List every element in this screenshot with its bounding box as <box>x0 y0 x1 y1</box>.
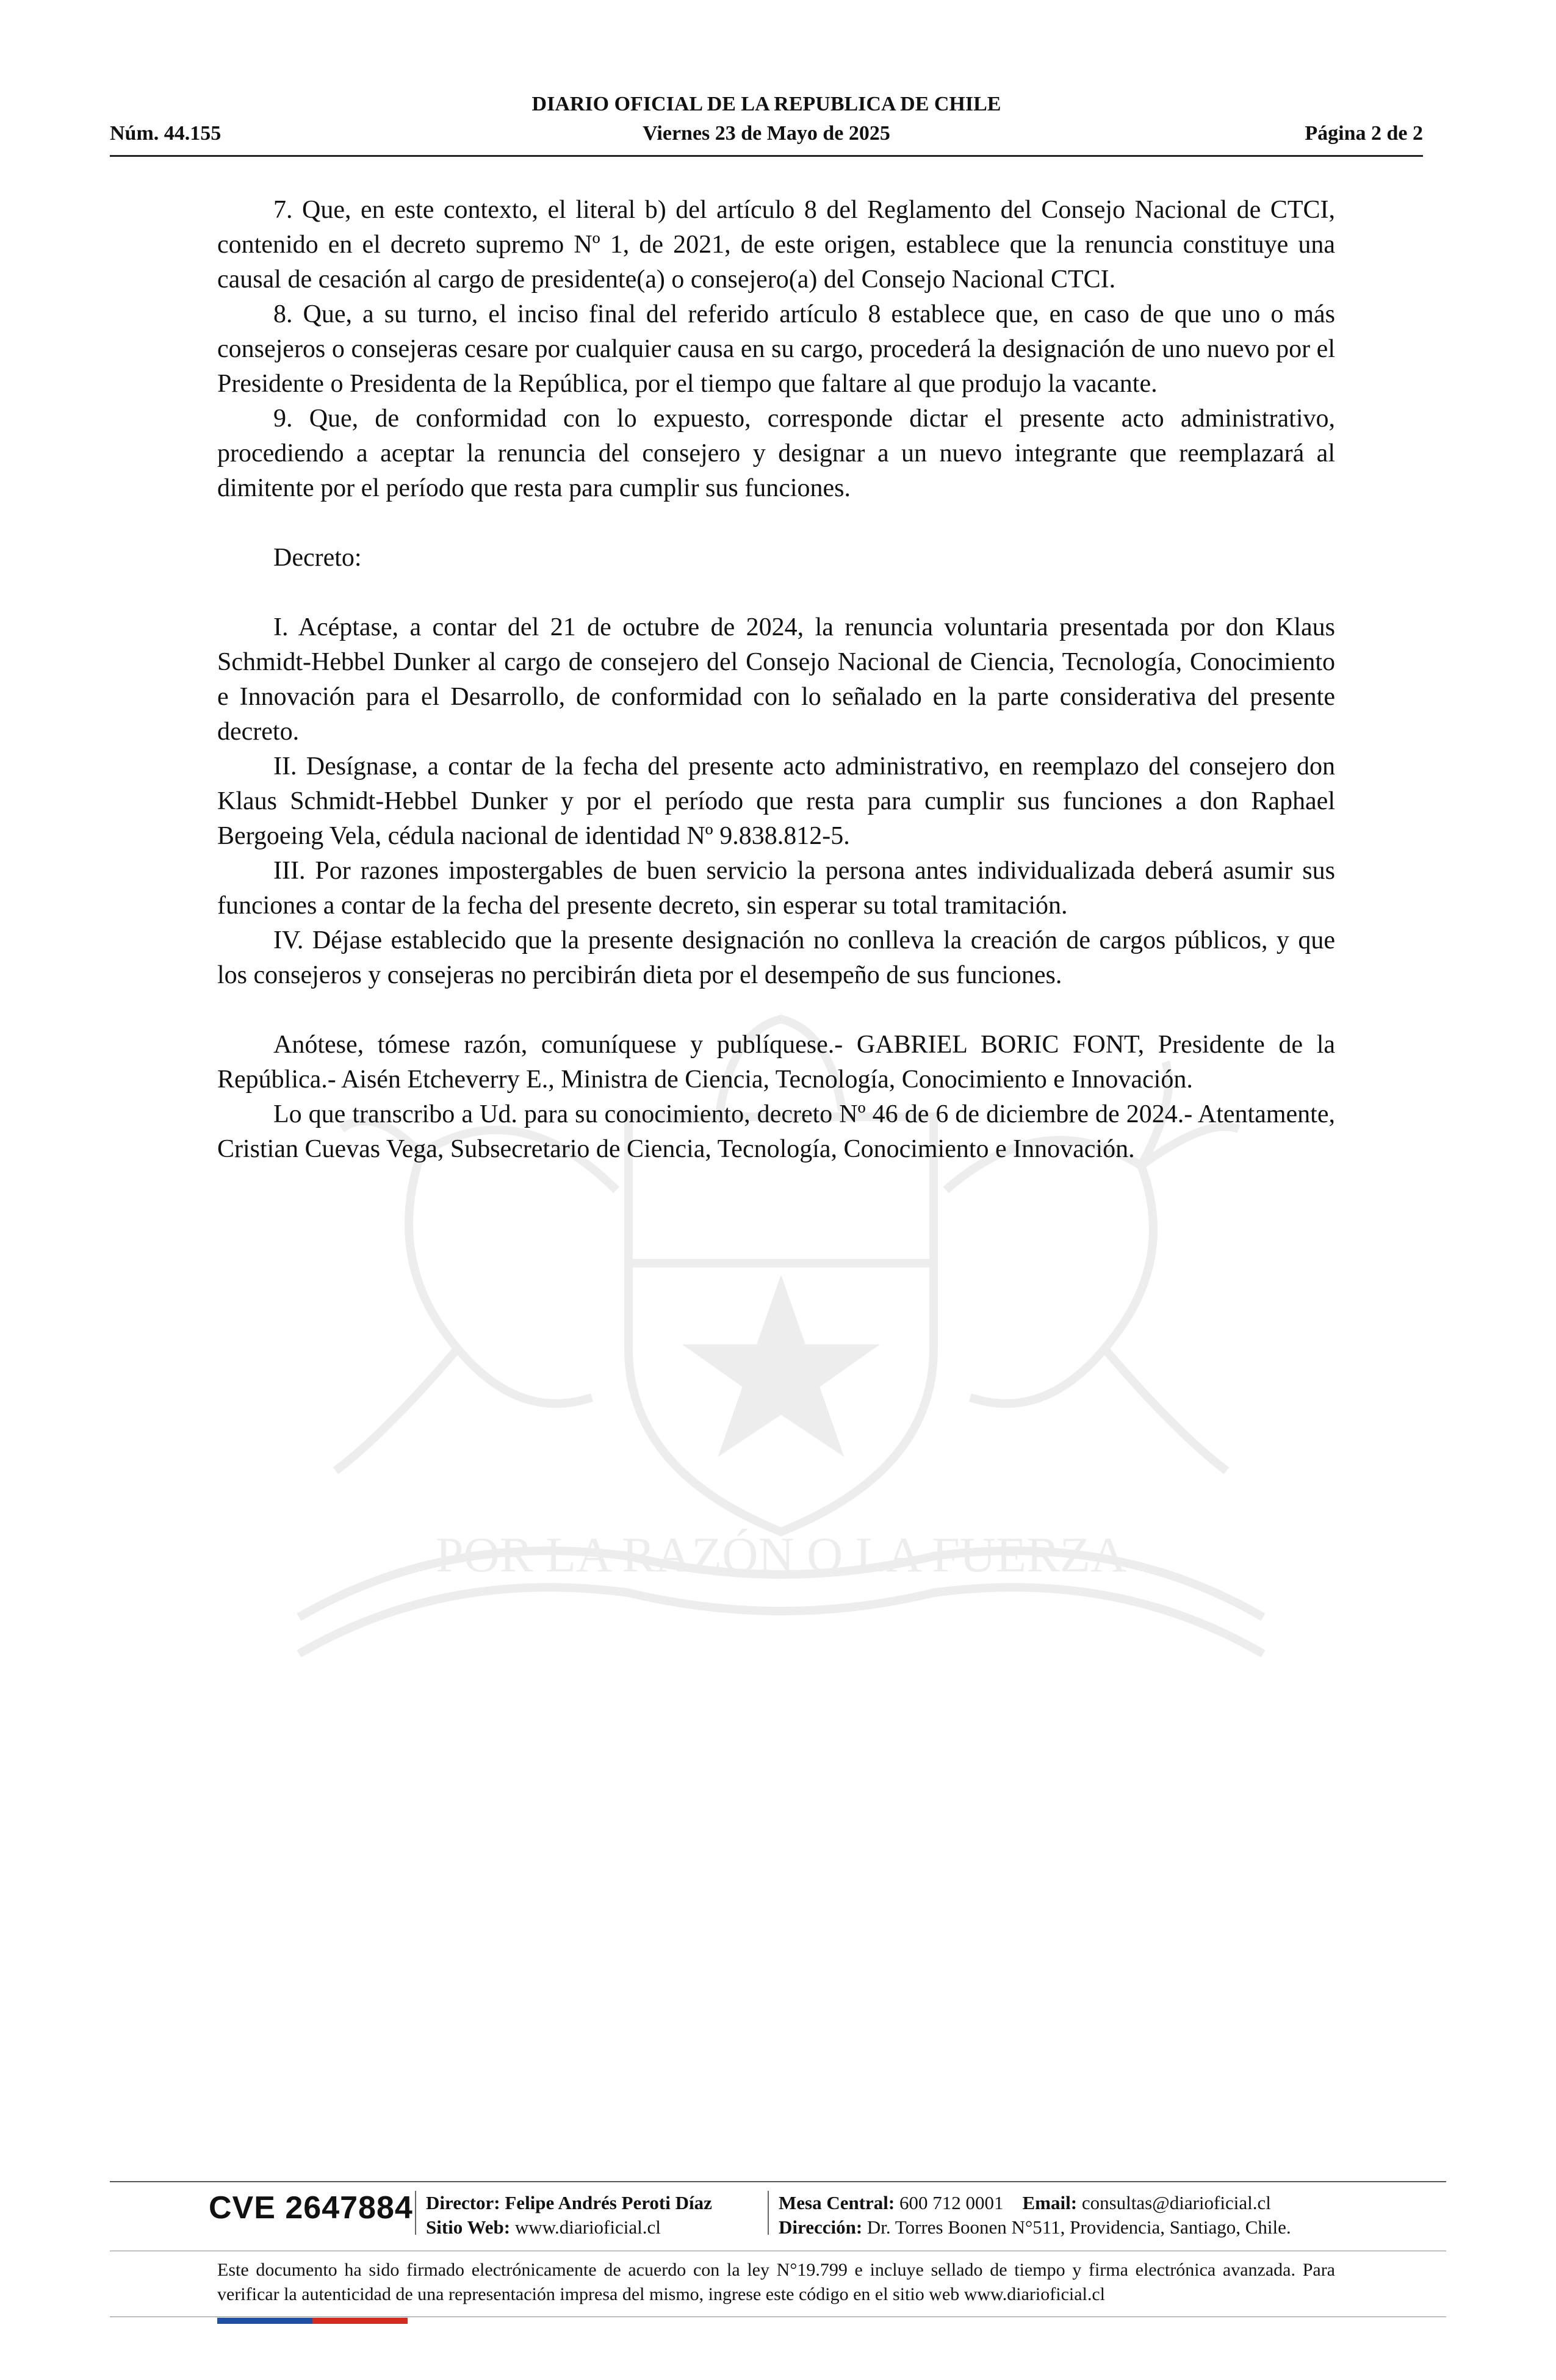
newspaper-title: DIARIO OFICIAL DE LA REPUBLICA DE CHILE <box>531 93 1001 115</box>
footer-separator <box>415 2191 416 2235</box>
email-label: Email: <box>1022 2192 1078 2213</box>
article-iii: III. Por razones impostergables de buen servicio la persona antes individualizada deberá asumir sus funciones a contar de la fecha del presente decreto, sin esperar su total tramitación. <box>217 857 1335 920</box>
footer-top-rule <box>110 2181 1446 2182</box>
transcription-note: Lo que transcribo a Ud. para su conocimiento, decreto Nº 46 de 6 de diciembre de 2024.- Atentamente, Cristian Cuevas Vega, Subsecretario de Ciencia, Tecnología, Conocimiento e Innovación. <box>217 1100 1335 1163</box>
phone-label: Mesa Central: <box>779 2192 895 2213</box>
electronic-signature-note: Este documento ha sido firmado electrónicamente de acuerdo con la ley N°19.799 e incluye sellado de tiempo y firma electrónica avanzada. Para verificar la autenticidad de una representación impresa del mismo, ingrese este código en el sitio web www.diarioficial.cl <box>217 2260 1335 2304</box>
page-number: Página 2 de 2 <box>1305 122 1423 145</box>
decree-heading: Decreto: <box>273 544 362 572</box>
paragraph-8: 8. Que, a su turno, el inciso final del referido artículo 8 establece que, en caso de que uno o más consejeros o consejeras cesare por cualquier causa en su cargo, procederá la designación de uno nuevo por el Presidente o Presidenta de la República, por el tiempo que faltare al que produjo la vacante. <box>217 300 1335 398</box>
site-link[interactable]: www.diarioficial.cl <box>514 2216 661 2238</box>
footer-separator <box>768 2191 769 2235</box>
address-value: Dr. Torres Boonen N°511, Providencia, Santiago, Chile. <box>866 2216 1291 2238</box>
paragraph-9: 9. Que, de conformidad con lo expuesto, corresponde dictar el presente acto administrativo, procediendo a aceptar la renuncia del consejero y designar a un nuevo integrante que reemplazará al dimitente por el período que resta para cumplir sus funciones. <box>217 405 1335 502</box>
footer-contact-block <box>779 2191 1291 2240</box>
decree-body <box>217 193 1335 1167</box>
director-name: Felipe Andrés Peroti Díaz <box>505 2192 712 2213</box>
signature-block: Anótese, tómese razón, comuníquese y publíquese.- GABRIEL BORIC FONT, Presidente de la República.- Aisén Etcheverry E., Ministra de Ciencia, Tecnología, Conocimiento e Innovación. <box>217 1031 1335 1094</box>
issue-date: Viernes 23 de Mayo de 2025 <box>643 122 890 145</box>
article-iv: IV. Déjase establecido que la presente designación no conlleva la creación de cargos públicos, y que los consejeros y consejeras no percibirán dieta por el desempeño de sus funciones. <box>217 926 1335 989</box>
email-link[interactable]: consultas@diarioficial.cl <box>1081 2192 1271 2213</box>
header-divider <box>110 155 1423 157</box>
phone-number: 600 712 0001 <box>899 2192 1004 2213</box>
page-header <box>110 93 1423 154</box>
site-label: Sitio Web: <box>426 2216 511 2238</box>
motto-text: POR LA RAZÓN O LA FUERZA <box>435 1527 1127 1582</box>
flag-stripe-blue <box>217 2318 312 2324</box>
article-ii: II. Desígnase, a contar de la fecha del presente acto administrativo, en reemplazo del consejero don Klaus Schmidt-Hebbel Dunker y por el período que resta para cumplir sus funciones a don Raphael Bergoeing Vela, cédula nacional de identidad Nº 9.838.812-5. <box>217 752 1335 850</box>
address-label: Dirección: <box>779 2216 863 2238</box>
flag-stripe-red <box>312 2318 408 2324</box>
article-i: I. Acéptase, a contar del 21 de octubre de 2024, la renuncia voluntaria presentada por don Klaus Schmidt-Hebbel Dunker al cargo de consejero del Consejo Nacional de Ciencia, Tecnología, Conocimiento e Innovación para el Desarrollo, de conformidad con lo señalado en la parte considerativa del presente decreto. <box>217 613 1335 746</box>
issue-number: Núm. 44.155 <box>110 122 222 145</box>
director-label: Director: <box>426 2192 500 2213</box>
cve-code: CVE 2647884 <box>209 2190 413 2226</box>
footer-director-block <box>426 2191 712 2240</box>
paragraph-7: 7. Que, en este contexto, el literal b) del artículo 8 del Reglamento del Consejo Nacional de CTCI, contenido en el decreto supremo Nº 1, de 2021, de este origen, establece que la renuncia constituye una causal de cesación al cargo de presidente(a) o consejero(a) del Consejo Nacional CTCI. <box>217 196 1335 294</box>
